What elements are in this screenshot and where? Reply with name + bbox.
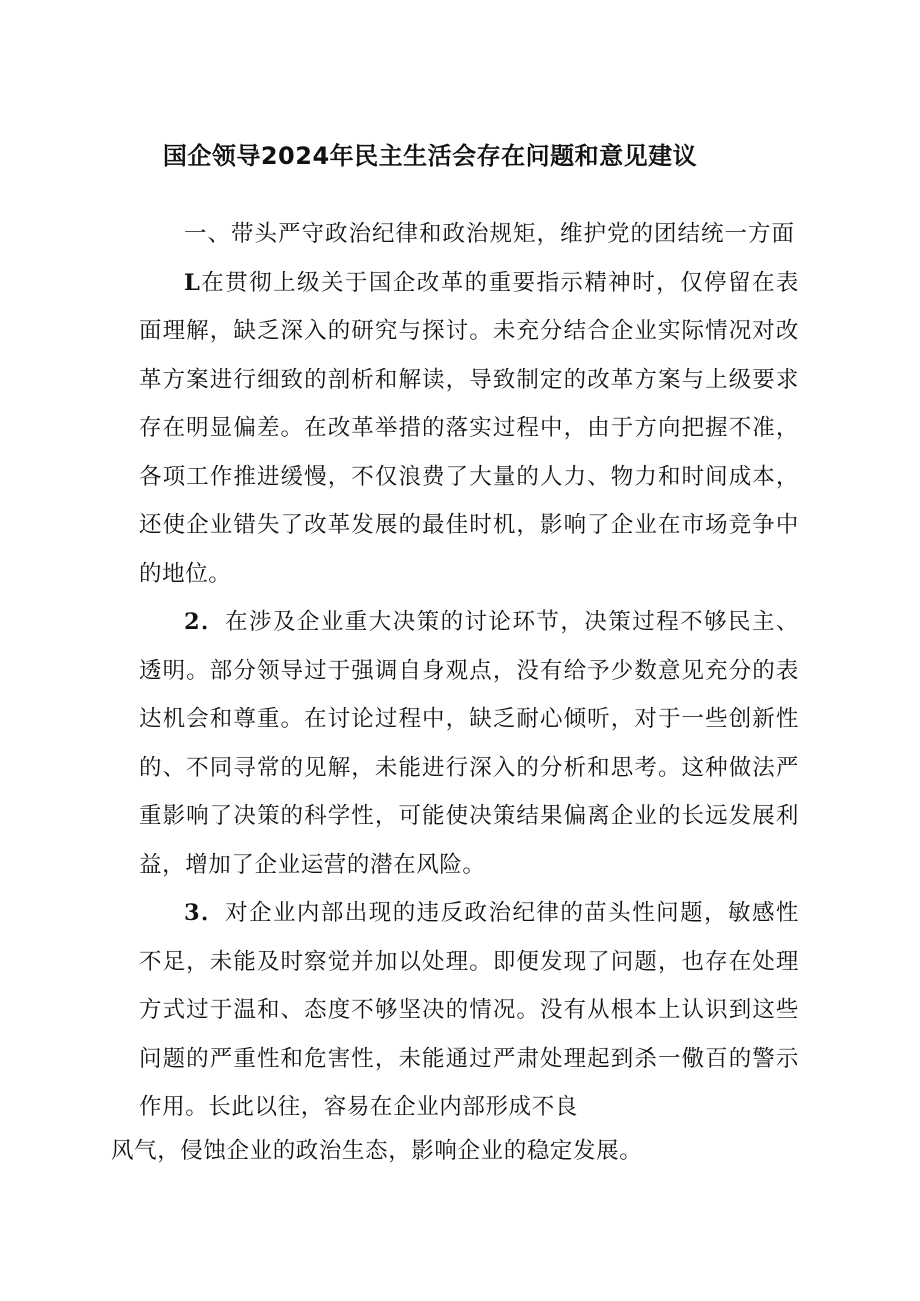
paragraph-1 <box>139 259 799 599</box>
paragraph-3-continuation: 风气，侵蚀企业的政治生态，影响企业的稳定发展。 <box>111 1138 643 1164</box>
paragraph-3 <box>139 889 799 1132</box>
paragraph-2-number: 2． <box>184 609 226 635</box>
document-title: 国企领导2024年民主生活会存在问题和意见建议 <box>162 142 698 170</box>
document-body <box>139 210 799 1132</box>
paragraph-2-text: 在涉及企业重大决策的讨论环节，决策过程不够民主、透明。部分领导过于强调自身观点，没有给予少数意见充分的表达机会和尊重。在讨论过程中，缺乏耐心倾听，对于一些创新性的、不同寻常的见解，未能进行深入的分析和思考。这种做法严重影响了决策的科学性，可能使决策结果偏离企业的长远发展利益，增加了企业运营的潜在风险。 <box>139 609 799 878</box>
paragraph-2 <box>139 598 799 889</box>
paragraph-1-number: L <box>184 269 201 296</box>
section-heading: 一、带头严守政治纪律和政治规矩，维护党的团结统一方面 <box>184 221 796 247</box>
paragraph-3-text: 对企业内部出现的违反政治纪律的苗头性问题，敏感性不足，未能及时察觉并加以处理。即便发现了问题，也存在处理方式过于温和、态度不够坚决的情况。没有从根本上认识到这些问题的严重性和危害性，未能通过严肃处理起到杀一儆百的警示作用。长此以往，容易在企业内部形成不良 <box>139 900 799 1120</box>
paragraph-1-text: 在贯彻上级关于国企改革的重要指示精神时，仅停留在表面理解，缺乏深入的研究与探讨。未充分结合企业实际情况对改革方案进行细致的剖析和解读，导致制定的改革方案与上级要求存在明显偏差。在改革举措的落实过程中，由于方向把握不准，各项工作推进缓慢，不仅浪费了大量的人力、物力和时间成本，还使企业错失了改革发展的最佳时机，影响了企业在市场竞争中的地位。 <box>139 269 799 587</box>
paragraph-3-number: 3． <box>184 900 226 926</box>
